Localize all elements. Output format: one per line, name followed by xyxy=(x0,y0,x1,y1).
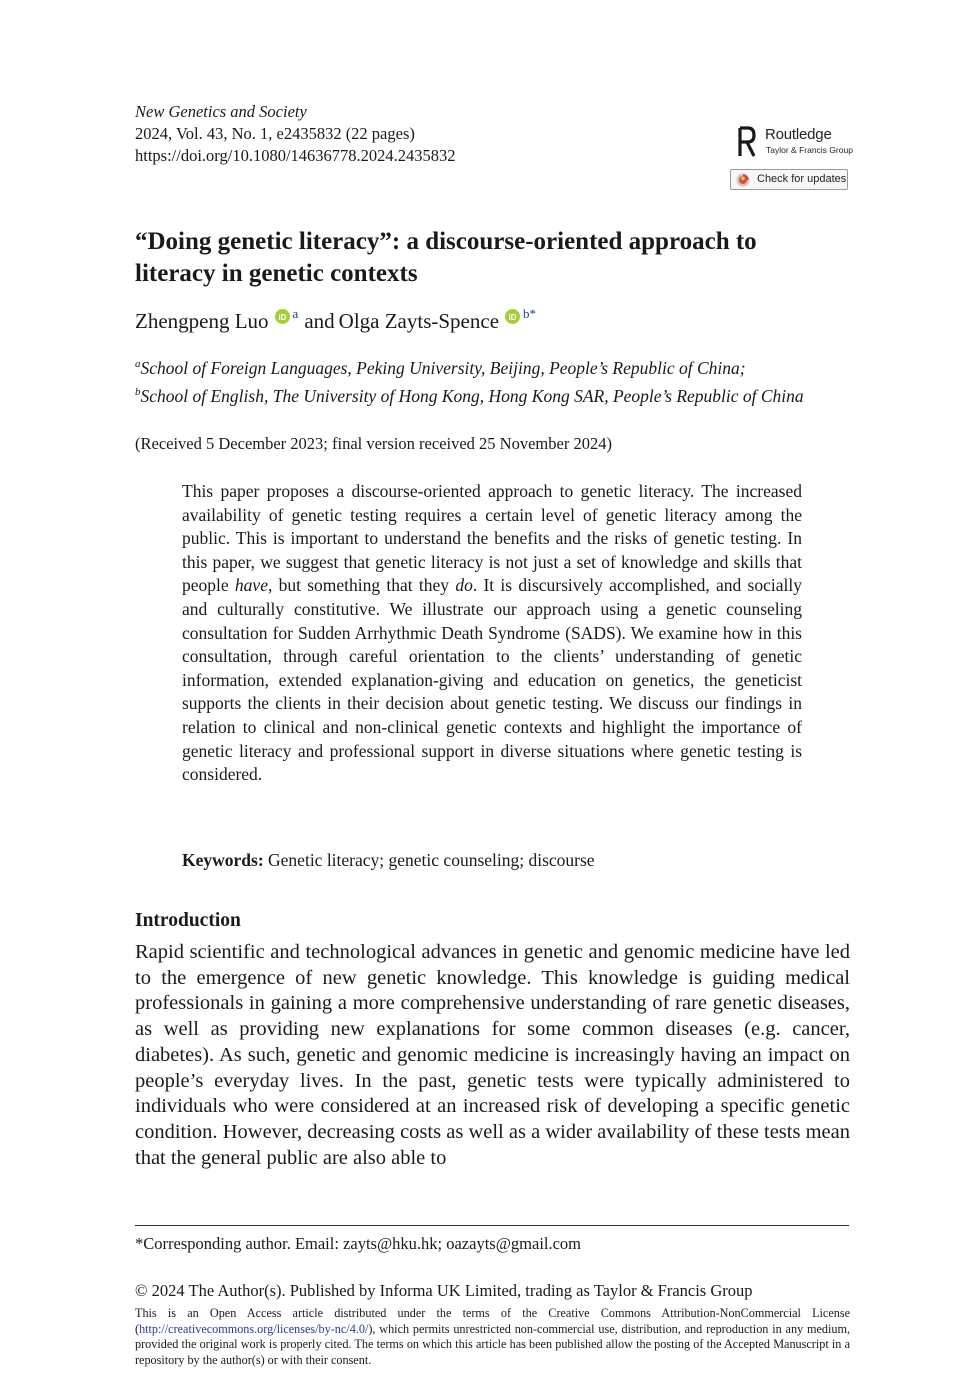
corresponding-author-note: *Corresponding author. Email: zayts@hku.hk; oazayts@gmail.com xyxy=(135,1234,582,1253)
abstract xyxy=(182,480,802,787)
journal-volume: 2024, Vol. 43, No. 1, e2435832 (22 pages) xyxy=(135,124,415,143)
routledge-logo xyxy=(736,126,853,160)
affiliation-mark: a xyxy=(135,358,141,370)
abstract-text: This paper proposes a discourse-oriented approach to genetic literacy. The increased availability of genetic testing requires a certain level of genetic literacy among the public. This is important to understand the benefits and the risks of genetic testing. In this paper, we suggest that genetic literacy is not just a set of knowledge and skills that people xyxy=(182,481,802,596)
footnote-divider xyxy=(135,1225,849,1226)
received-dates xyxy=(135,434,612,454)
body-paragraph: Rapid scientific and technological advances in genetic and genomic medicine have led to the emergence of new genetic knowledge. This knowledge is guiding medical professionals in gaining a more comprehensive understanding of rare genetic diseases, as well as providing new explanations for some common diseases (e.g. cancer, diabetes). As such, genetic and genomic medicine is increasingly having an impact on people’s everyday lives. In the past, genetic tests were typically administered to individuals who were considered at an increased risk of developing a specific genetic condition. However, decreasing costs as well as a wider availability of these tests mean that the general public are also able to xyxy=(135,941,850,1169)
received-text: (Received 5 December 2023; final version received 25 November 2024) xyxy=(135,434,612,453)
affiliation-mark: b xyxy=(135,386,141,399)
orcid-icon[interactable] xyxy=(275,309,290,324)
article-title xyxy=(135,226,855,290)
copyright-notice: © 2024 The Author(s). Published by Informa UK Limited, trading as Taylor & Francis Group xyxy=(135,1281,753,1300)
orcid-icon[interactable] xyxy=(505,309,520,324)
abstract-emphasis: have xyxy=(234,575,268,596)
affiliation-text: School of Foreign Languages, Peking University, Beijing, People’s Republic of China; xyxy=(140,358,746,378)
license-link[interactable]: http://creativecommons.org/licenses/by-nc/4.0/ xyxy=(139,1321,369,1336)
svg-text:iD: iD xyxy=(278,312,287,322)
keywords-label: Keywords: xyxy=(182,850,264,870)
author-connector: and xyxy=(304,309,335,333)
journal-info xyxy=(135,101,456,167)
author-name[interactable]: Zhengpeng Luo xyxy=(135,309,269,333)
check-updates-icon xyxy=(736,173,750,187)
keywords-list: Genetic literacy; genetic counseling; discourse xyxy=(268,850,595,870)
routledge-r-icon xyxy=(736,126,758,158)
title-line-1: “Doing genetic literacy”: a discourse-oriented approach to xyxy=(135,228,757,255)
section-heading: Introduction xyxy=(135,910,241,931)
author-list xyxy=(135,300,536,335)
affiliation-mark[interactable]: a xyxy=(292,306,299,321)
license-text: This is an Open Access article distributed under the terms of the Creative Commons Attribution-NonCommercial License ( xyxy=(135,1306,850,1336)
check-for-updates-button[interactable] xyxy=(730,169,848,190)
abstract-text: . It is discursively accomplished, and socially and culturally constitutive. We illustrate our approach using a genetic counseling consultation for Sudden Arrhythmic Death Syndrome (SADS). We examine how in this consultation, through careful orientation to the clients’ understanding of genetic information, extended explanation-giving and education on genetics, the geneticist supports the clients in their decision about genetic testing. We discuss our findings in relation to clinical and non-clinical genetic contexts and highlight the importance of genetic literacy and professional support in diverse situations where genetic testing is considered. xyxy=(182,575,802,785)
license-notice xyxy=(135,1306,850,1368)
svg-text:iD: iD xyxy=(508,312,517,322)
check-updates-label: Check for updates xyxy=(757,173,847,185)
publisher-group: Taylor & Francis Group xyxy=(766,145,853,155)
publisher-name: Routledge xyxy=(765,126,832,143)
journal-name: New Genetics and Society xyxy=(135,102,307,121)
author-name[interactable]: Olga Zayts-Spence xyxy=(338,309,500,333)
keywords xyxy=(182,849,595,871)
affiliations xyxy=(135,352,835,408)
license-text: ), which permits unrestricted non-commercial use, distribution, and reproduction in any medium, provided the original work is properly cited. The terms on which this article has been published allow the posting of the Accepted Manuscript in a repository by the author(s) or with their consent. xyxy=(135,1321,850,1367)
journal-doi[interactable]: https://doi.org/10.1080/14636778.2024.2435832 xyxy=(135,146,456,165)
abstract-emphasis: do xyxy=(455,575,473,596)
affiliation-mark[interactable]: b* xyxy=(523,306,537,321)
abstract-text: , but something that they xyxy=(267,575,456,596)
title-line-2: literacy in genetic contexts xyxy=(135,260,418,287)
affiliation-text: School of English, The University of Hong Kong, Hong Kong SAR, People’s Republic of China xyxy=(140,386,804,407)
